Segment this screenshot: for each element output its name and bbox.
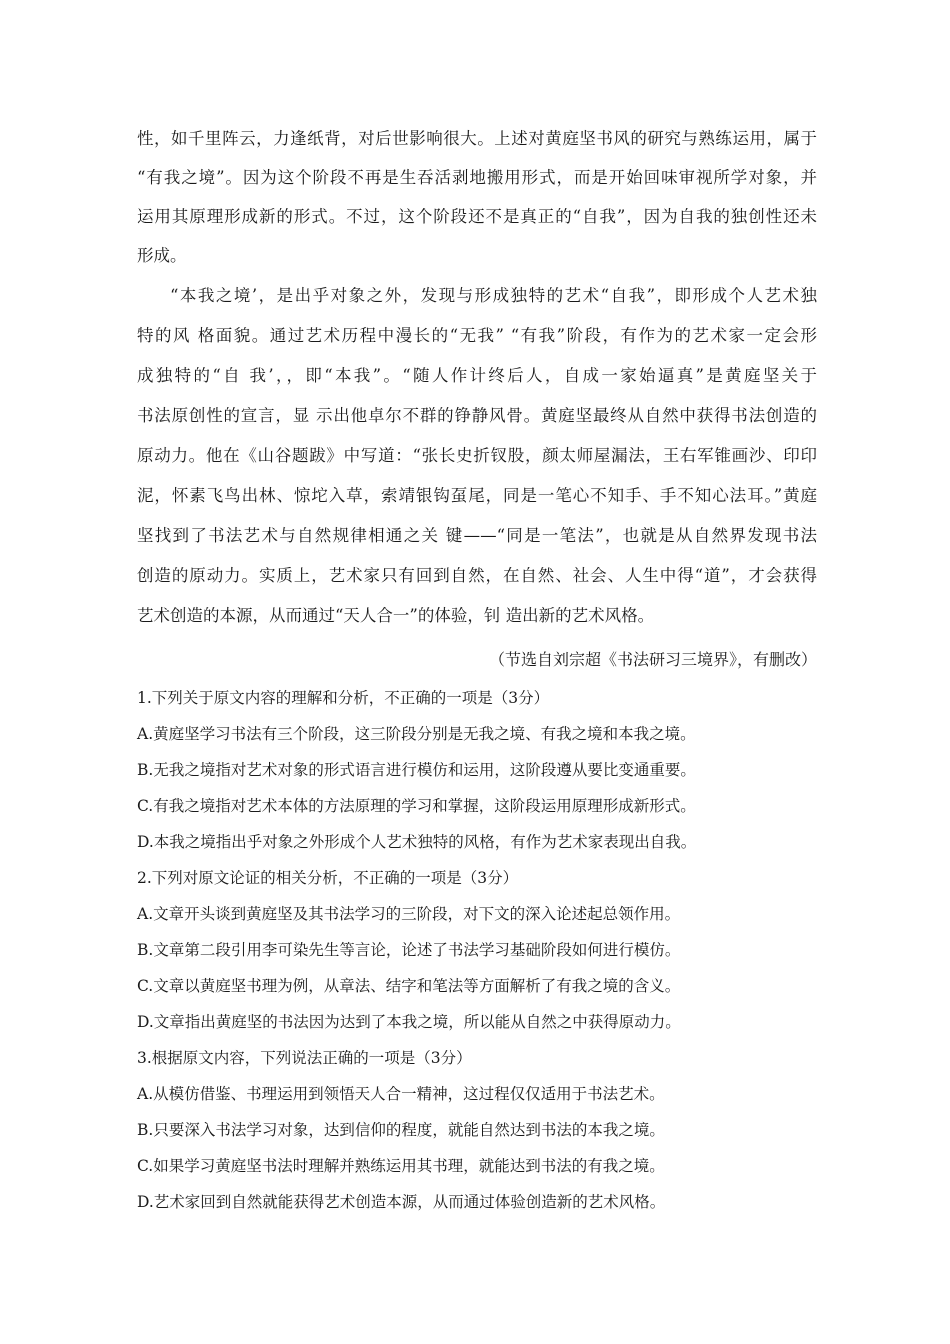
question-stem: 2.下列对原文论证的相关分析，不正确的一项是（3分） xyxy=(137,869,519,887)
question-option: C.有我之境指对艺术本体的方法原理的学习和掌握，这阶段运用原理形成新形式。 xyxy=(137,797,696,815)
question-stem: 1.下列关于原文内容的理解和分析，不正确的一项是（3分） xyxy=(137,689,550,707)
question-option: A.文章开头谈到黄庭坚及其书法学习的三阶段，对下文的深入论述起总领作用。 xyxy=(137,905,681,923)
passage-line: “本我之境’，是出乎对象之外，发现与形成独特的艺术“自我”，即形成个人艺术独 xyxy=(170,286,817,305)
passage-line: 成独特的“自 我’，，即“本我”。“随人作计终后人，自成一家始逼真”是黄庭坚关于 xyxy=(137,366,817,385)
passage-line: 形成。 xyxy=(137,246,187,265)
passage-line: 创造的原动力。实质上，艺术家只有回到自然，在自然、社会、人生中得“道”，才会获得 xyxy=(137,566,817,585)
question-option: D.本我之境指出乎对象之外形成个人艺术独特的风格，有作为艺术家表现出自我。 xyxy=(137,833,697,851)
passage-line: “有我之境”。因为这个阶段不再是生吞活剥地搬用形式，而是开始回味审视所学对象，并 xyxy=(137,168,817,187)
question-stem: 3.根据原文内容，下列说法正确的一项是（3分） xyxy=(137,1049,472,1067)
question-option: D.艺术家回到自然就能获得艺术创造本源，从而通过体验创造新的艺术风格。 xyxy=(137,1193,666,1211)
question-option: B.只要深入书法学习对象，达到信仰的程度，就能自然达到书法的本我之境。 xyxy=(137,1121,665,1139)
question-option: C.文章以黄庭坚书理为例，从章法、结字和笔法等方面解析了有我之境的含义。 xyxy=(137,977,681,995)
passage-line: 运用其原理形成新的形式。不过，这个阶段还不是真正的“自我”，因为自我的独创性还未 xyxy=(137,207,817,226)
question-option: A.从模仿借鉴、书理运用到领悟天人合一精神，这过程仅仅适用于书法艺术。 xyxy=(137,1085,665,1103)
passage-line: 坚找到了书法艺术与自然规律相通之关 键——“同是一笔法”，也就是从自然界发现书法 xyxy=(137,526,817,545)
passage-line: 艺术创造的本源，从而通过“天人合一”的体验，钊 造出新的艺术风格。 xyxy=(137,606,655,625)
passage-line: 泥，怀素飞鸟出林、惊坨入草，索靖银钩虿尾，同是一笔心不知手、手不知心法耳。”黄庭 xyxy=(137,486,817,505)
passage-line: 性，如千里阵云，力逢纸背，对后世影响很大。上述对黄庭坚书风的研究与熟练运用，属于 xyxy=(137,129,817,148)
question-option: C.如果学习黄庭坚书法时理解并熟练运用其书理，就能达到书法的有我之境。 xyxy=(137,1157,665,1175)
question-option: B.无我之境指对艺术对象的形式语言进行模仿和运用，这阶段遵从要比变通重要。 xyxy=(137,761,696,779)
question-option: A.黄庭坚学习书法有三个阶段，这三阶段分别是无我之境、有我之境和本我之境。 xyxy=(137,725,696,743)
passage-source: （节选自刘宗超《书法研习三境界》，有删改） xyxy=(488,650,817,669)
passage-line: 特的风 格面貌。通过艺术历程中漫长的“无我” “有我”阶段，有作为的艺术家一定会形 xyxy=(137,326,817,345)
passage-line: 书法原创性的宣言，显 示出他卓尔不群的铮静风骨。黄庭坚最终从自然中获得书法创造的 xyxy=(137,406,817,425)
question-option: B.文章第二段引用李可染先生等言论，论述了书法学习基础阶段如何进行模仿。 xyxy=(137,941,681,959)
question-option: D.文章指出黄庭坚的书法因为达到了本我之境，所以能从自然之中获得原动力。 xyxy=(137,1013,681,1031)
passage-line: 原动力。他在《山谷题跋》中写道：“张长史折钗股，颜太师屋漏法，王右军锥画沙、印印 xyxy=(137,446,817,465)
